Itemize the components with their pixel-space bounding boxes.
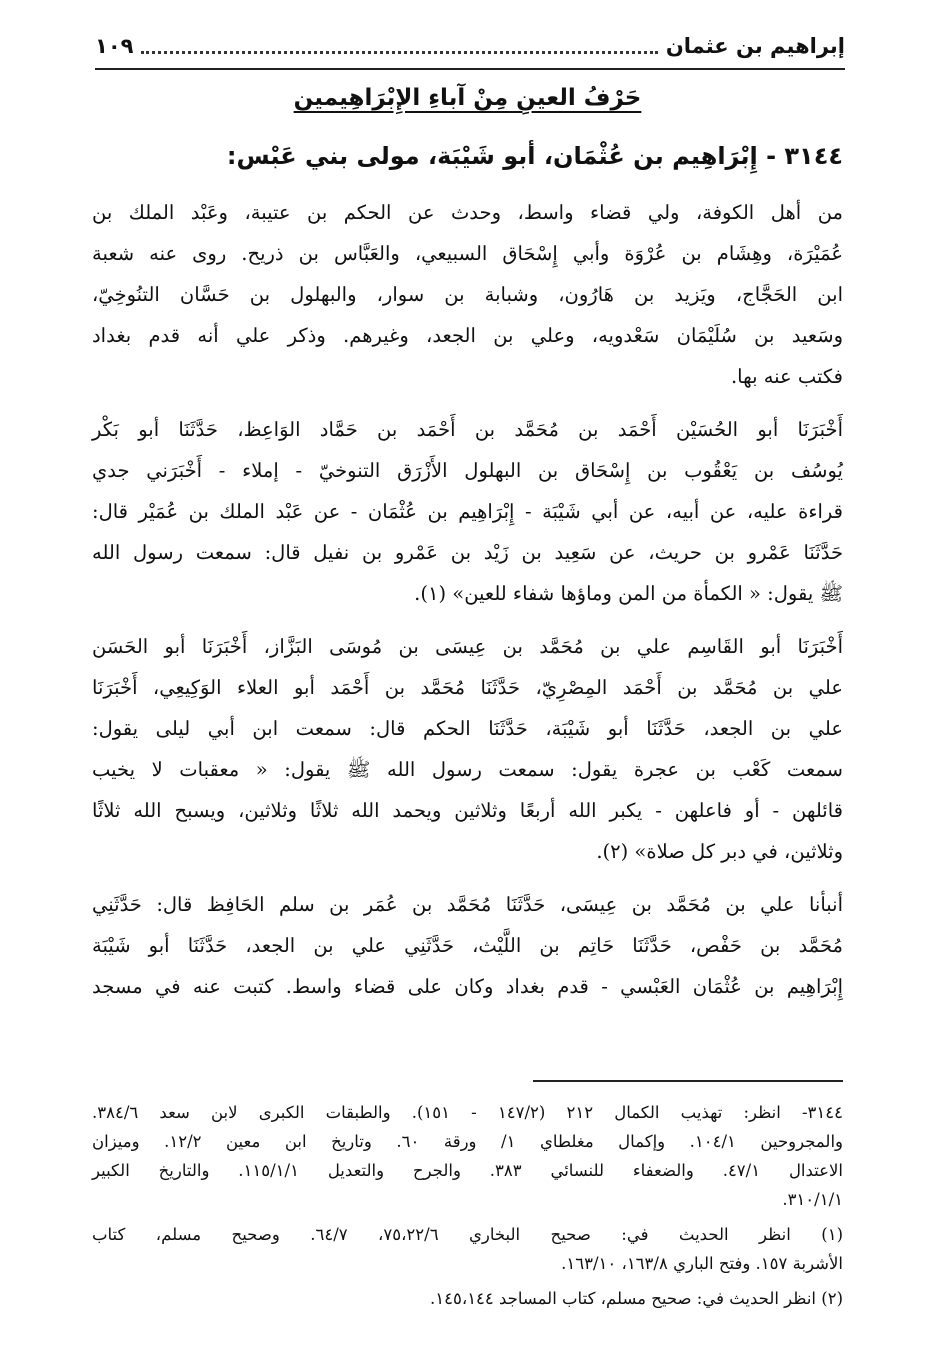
footnote-line: ٣١٤٤- انظر: تهذيب الكمال ٢١٢ (١٤٧/٢ - ١٥١). والطبقات الكبرى لابن سعد ٣٨٤/٦. — [92, 1103, 843, 1122]
text-line: وثلاثين، في دبر كل صلاة» (٢). — [596, 840, 843, 863]
text-line: علي بن مُحَمَّد بن أَحْمَد المِصْرِيّ، حَدَّثَنَا مُحَمَّد بن أَحْمَد أبو العلاء الوَكِيعِي، أَخْبَرَنَا — [92, 676, 843, 699]
text-line: علي بن الجعد، حَدَّثَنَا أبو شَيْبَة، حَدَّثَنَا الحكم قال: سمعت ابن أبي ليلى يقول: — [92, 717, 843, 740]
text-line: قراءة عليه، عن أبيه، عن أبي شَيْبَة - إِبْرَاهِيم بن عُثْمَان - عن عَبْد الملك بن عُمَيْر قال: — [92, 500, 843, 523]
text-line: قائلهن - أو فاعلهن - يكبر الله أربعًا وثلاثين ويحمد الله ثلاثًا وثلاثين، ويسبح الله ثلاثًا — [92, 799, 843, 822]
text-line: من أهل الكوفة، ولي قضاء واسط، وحدث عن الحكم بن عتيبة، وعَبْد الملك بن — [92, 201, 843, 224]
text-line: سمعت كَعْب بن عجرة يقول: سمعت رسول الله ﷺ يقول: « معقبات لا يخيب — [92, 758, 843, 781]
footnote-line: ٣١٠/١/١. — [782, 1190, 843, 1209]
paragraph — [92, 192, 843, 397]
entry-heading: ٣١٤٤ - إِبْرَاهِيم بن عُثْمَان، أبو شَيْبَة، مولى بني عَبْس: — [226, 142, 843, 170]
paragraph — [92, 626, 843, 872]
text-line: عُمَيْرَة، وهِشَام بن عُرْوَة وأبي إِسْحَاق السبيعي، والعَبَّاس بن ذريح. روى عنه شعبة — [92, 242, 843, 265]
footnote — [92, 1220, 843, 1278]
footnotes — [92, 1098, 843, 1319]
text-line: حَدَّثَنَا عَمْرو بن حريث، عن سَعِيد بن زَيْد بن عَمْرو بن نفيل قال: سمعت رسول الله — [92, 541, 843, 564]
text-line: إِبْرَاهِيم بن عُثْمَان العَبْسي - قدم بغداد وكان على قضاء واسط. كتبت عنه في مسجد — [92, 975, 843, 998]
footnote — [92, 1284, 843, 1313]
header-title: إبراهيم بن عثمان — [665, 34, 845, 58]
paragraph — [92, 409, 843, 614]
text-line: أَخْبَرَنَا أبو القَاسِم علي بن مُحَمَّد بن عِيسَى بن مُوسَى البَزَّاز، أَخْبَرَنَا أبو الحَسَن — [92, 635, 843, 658]
text-line: أَخْبَرَنَا أبو الحُسَيْن أَحْمَد بن مُحَمَّد بن أَحْمَد بن حَمَّاد الوَاعِظ، حَدَّثَنَا أبو بَكْر — [92, 418, 843, 441]
text-line: يُوسُف بن يَعْقُوب بن إِسْحَاق بن البهلول الأَزْرَق التنوخيّ - إملاء - أَخْبَرَني جدي — [92, 459, 843, 482]
text-line: أنبأنا علي بن مُحَمَّد بن عِيسَى، حَدَّثَنَا مُحَمَّد بن عُمَر بن سلم الحَافِظ قال: حَدَّثَنِي — [92, 893, 843, 916]
header-leader-dots — [141, 51, 657, 54]
paragraph — [92, 884, 843, 1007]
text-line: فكتب عنه بها. — [730, 365, 843, 388]
footnote-line: والمجروحين ١٠٤/١. وإكمال مغلطاي ١/ ورقة ٦٠. وتاريخ ابن معين ١٢/٢. وميزان — [92, 1132, 844, 1151]
footnote — [92, 1098, 843, 1214]
footnote-line: الاعتدال ٤٧/١. والضعفاء للنسائي ٣٨٣. والجرح والتعديل ١١٥/١/١. والتاريخ الكبير — [92, 1161, 843, 1180]
page-number: ١٠٩ — [95, 34, 134, 58]
footnote-line: (١) انظر الحديث في: صحيح البخاري ٧٥،٢٢/٦، ٦٤/٧. وصحيح مسلم، كتاب — [92, 1225, 843, 1244]
text-line: ابن الحَجَّاج، ويَزيد بن هَارُون، وشبابة بن سوار، والبهلول بن حَسَّان التنُوخِيّ، — [92, 283, 843, 306]
running-header — [95, 24, 845, 70]
text-line: وسَعيد بن سُلَيْمَان سَعْدويه، وعلي بن الجعد، وغيرهم. وذكر علي أنه قدم بغداد — [92, 324, 843, 347]
chapter-title: حَرْفُ العينِ مِنْ آباءِ الإِبْرَاهِيمين — [293, 85, 642, 111]
footnote-line: الأشربة ١٥٧. وفتح الباري ١٦٣/٨، ١٦٣/١٠. — [561, 1254, 843, 1273]
main-text — [92, 192, 843, 1019]
footnote-line: (٢) انظر الحديث في: صحيح مسلم، كتاب المساجد ١٤٥،١٤٤. — [430, 1289, 843, 1308]
text-line: مُحَمَّد بن حَفْص، حَدَّثَنَا حَاتِم بن اللَّيْث، حَدَّثَنِي علي بن الجعد، حَدَّثَنَا أبو شَيْبَة — [92, 934, 843, 957]
footnote-separator — [533, 1080, 843, 1082]
text-line: ﷺ يقول: « الكمأة من المن وماؤها شفاء للعين» (١). — [414, 582, 843, 605]
